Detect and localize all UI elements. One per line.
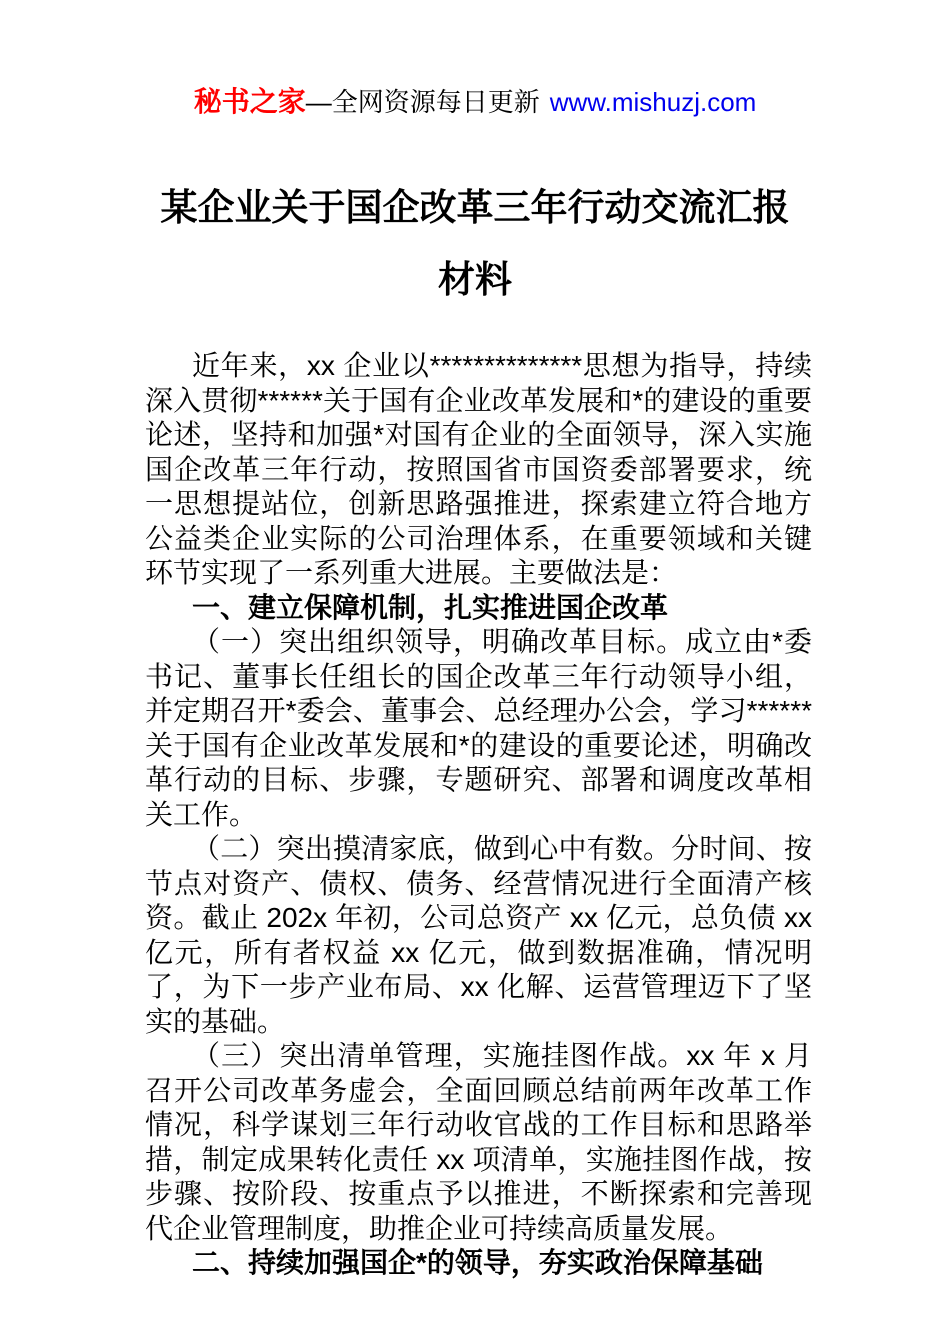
text-run: （一）突出组织领导，明确改革目标。成立由*委书记、董事长任组长的国企改革三年行动领导小组，并定期召开*委会、董事会、总经理办公会，学习******关于国有企业改革发展和*的建设的重要论述，明确改革行动的目标、步骤，专题研究、部署和调度改革相关工作。	[145, 626, 812, 830]
site-header	[0, 0, 950, 119]
site-brand: 秘书之家	[193, 86, 306, 117]
text-run: （三）突出清单管理，实施挂图作战。xx 年 x 月召开公司改革务虚会，全面回顾总结前两年改革工作情况，科学谋划三年行动收官战的工作目标和思路举措，制定成果转化责任 xx 项清单，实施挂图作战，按步骤、按阶段、按重点予以推进，不断探索和完善现代企业管理制度，助推企业可持续高质量发展。	[145, 1040, 812, 1244]
paragraph	[145, 1039, 812, 1246]
paragraph	[145, 349, 812, 591]
section-heading	[145, 1246, 812, 1281]
header-tagline: —全网资源每日更新	[305, 87, 540, 117]
section-heading	[145, 591, 812, 626]
paragraph	[145, 832, 812, 1039]
site-url-link[interactable]: www.mishuzj.com	[549, 87, 757, 117]
text-run: 二、持续加强国企*的领导，夯实政治保障基础	[192, 1247, 763, 1278]
document-body	[145, 349, 812, 1281]
paragraph	[145, 625, 812, 832]
text-run: 近年来，xx 企业以**************思想为指导，持续深入贯彻******关于国有企业改革发展和*的建设的重要论述，坚持和加强*对国有企业的全面领导，深入实施国企改革三年行动，按照国省市国资委部署要求，统一思想提站位，创新思路强推进，探索建立符合地方公益类企业实际的公司治理体系，在重要领域和关键环节实现了一系列重大进展。主要做法是：	[145, 350, 812, 588]
document-title: 某企业关于国企改革三年行动交流汇报材料	[160, 187, 790, 300]
text-run: 一、建立保障机制，扎实推进国企改革	[192, 591, 669, 623]
text-run: （二）突出摸清家底，做到心中有数。分时间、按节点对资产、债权、债务、经营情况进行全面清产核资。截止 202x 年初，公司总资产 xx 亿元，总负债 xx 亿元，所有者权益 xx 亿元，做到数据准确，情况明了，为下一步产业布局、xx 化解、运营管理迈下了坚实的基础。	[145, 833, 812, 1037]
